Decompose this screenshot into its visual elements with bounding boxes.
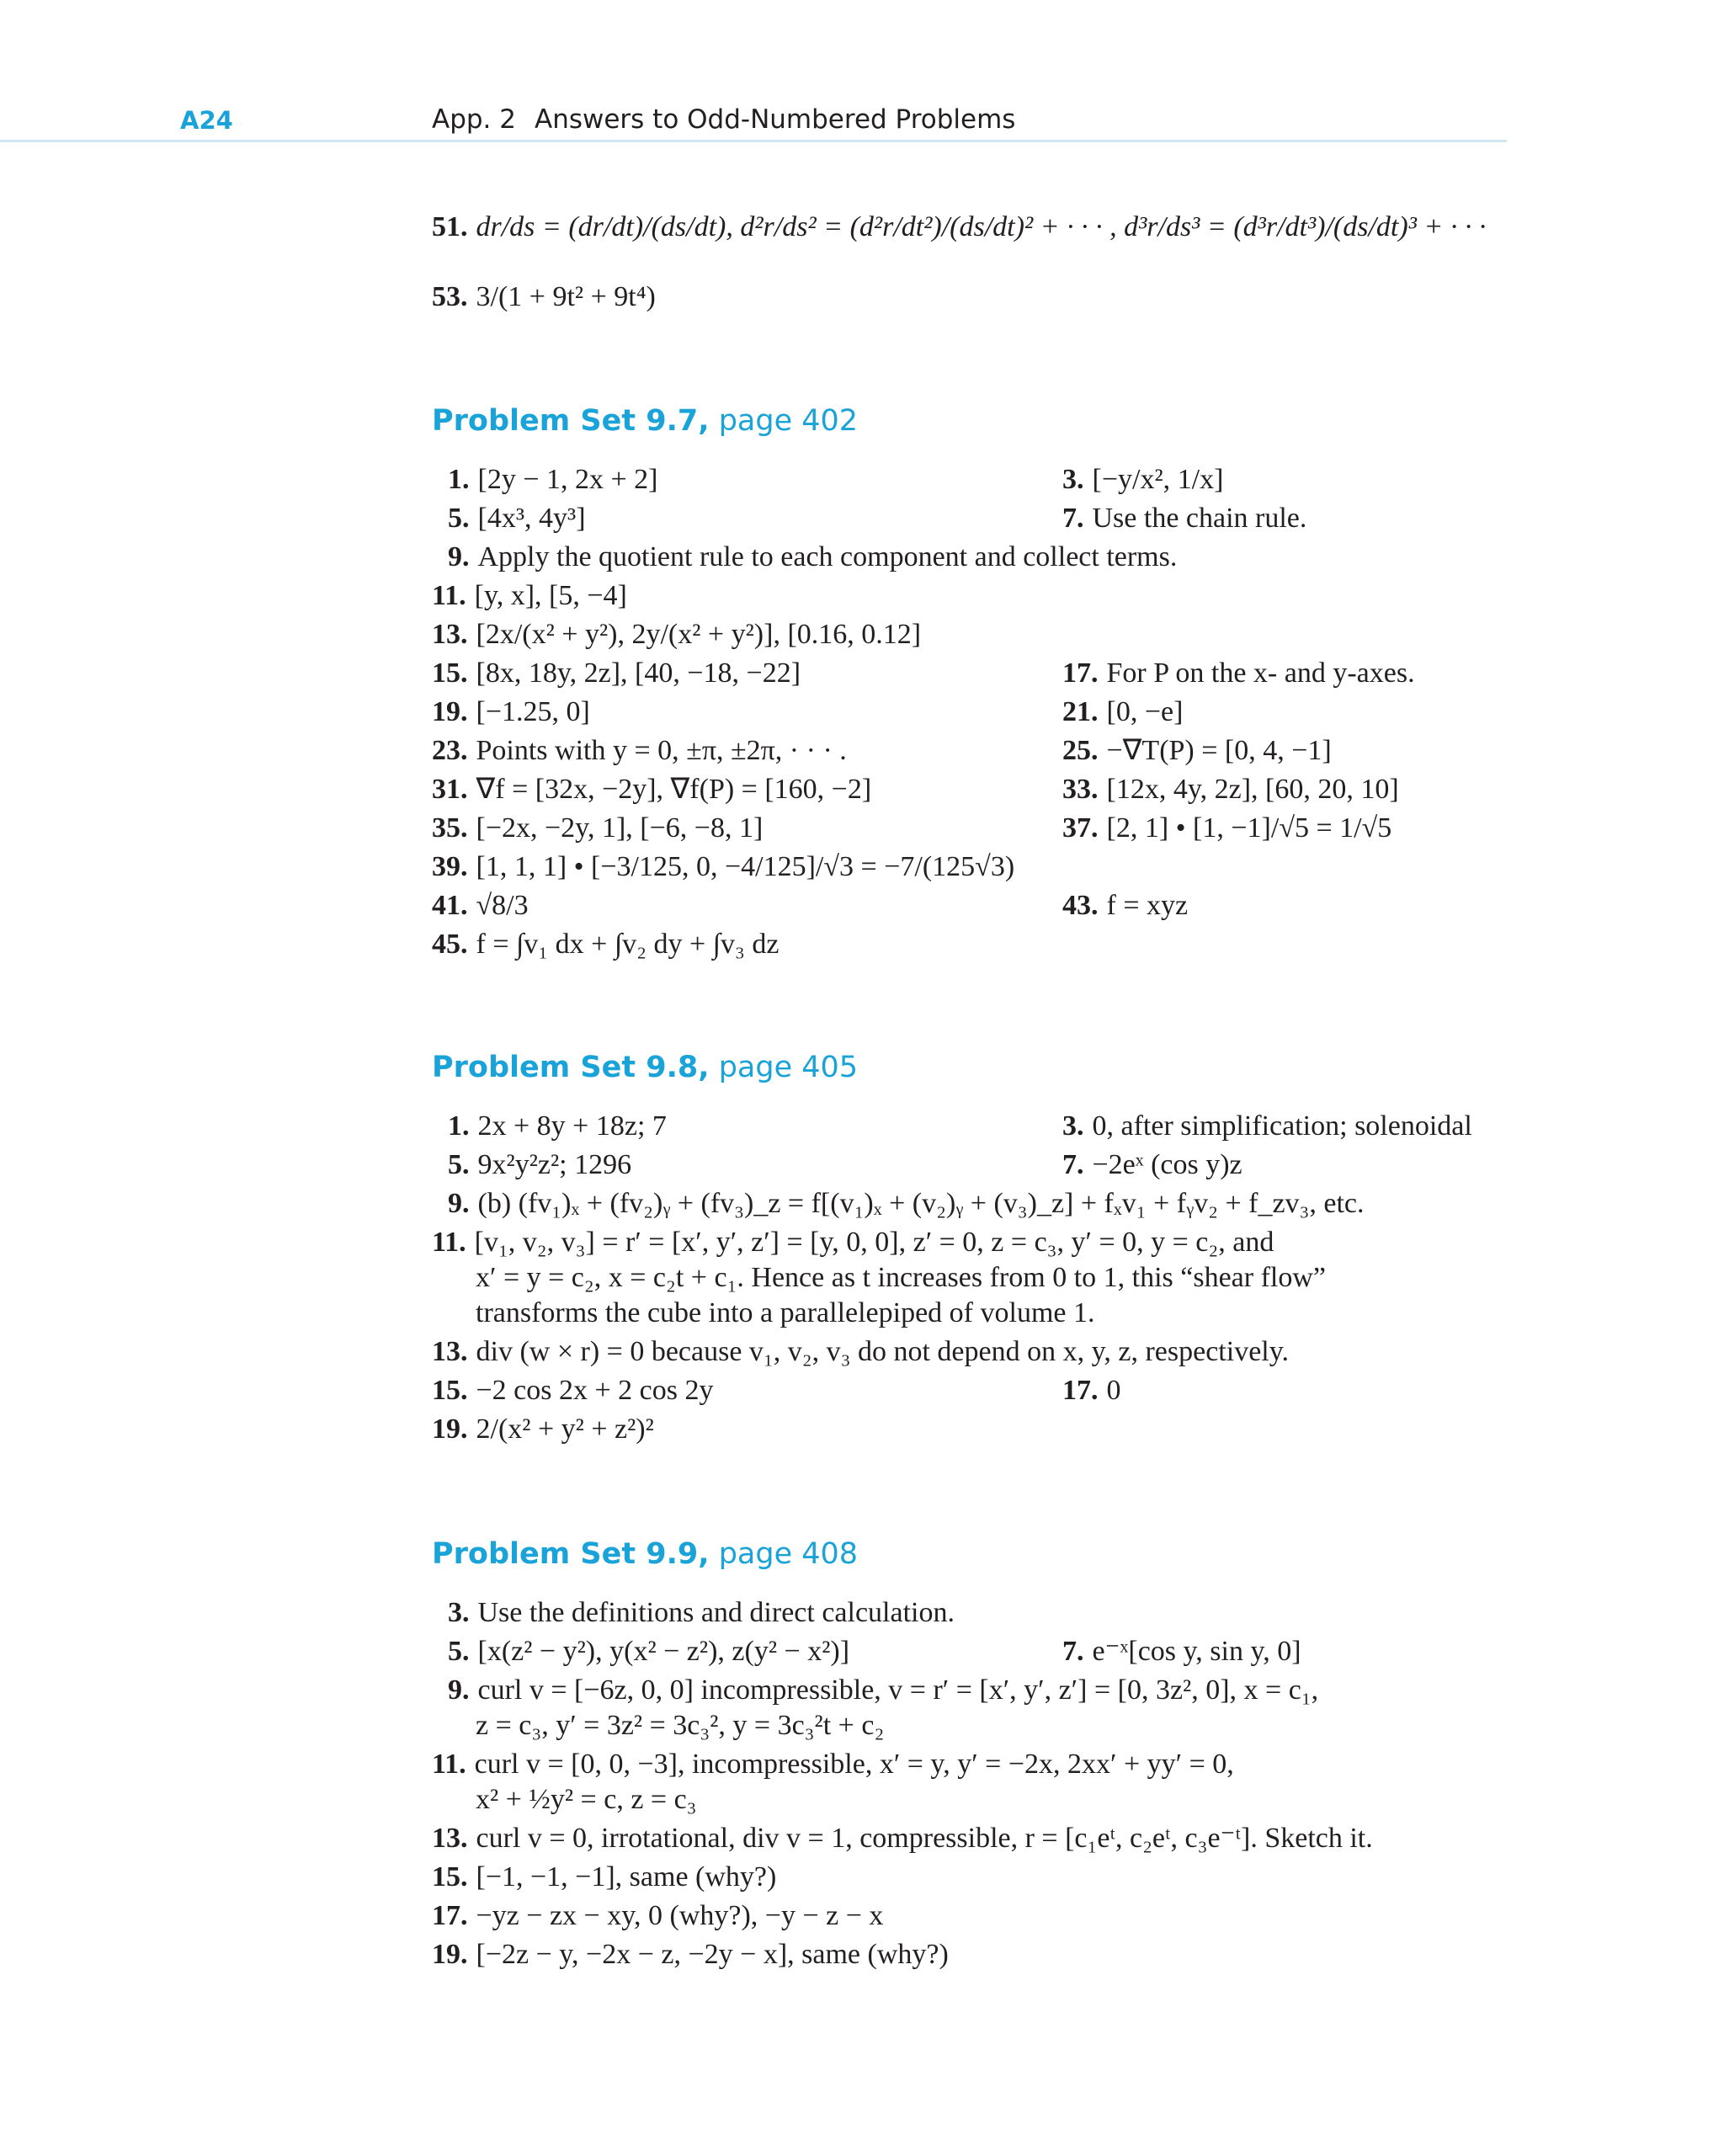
answer-9-7-7: 7. Use the chain rule. (1062, 503, 1307, 534)
answer-9-9-3: 3. Use the definitions and direct calculation. (448, 1597, 955, 1628)
section-title-9-9: Problem Set 9.9, page 408 (432, 1537, 859, 1571)
answer-9-8-1: 1. 2x + 8y + 18z; 7 (448, 1110, 667, 1142)
appendix-label: App. 2 (432, 104, 516, 135)
answer-9-7-43: 43. f = xyz (1062, 890, 1189, 921)
answer-9-9-11-cont: x² + ½y² = c, z = c₃ (476, 1784, 697, 1815)
answer-9-8-11: 11. [v₁, v₂, v₃] = r′ = [x′, y′, z′] = [y, 0, 0], z′ = 0, z = c₃, y′ = 0, y = c₂, and (432, 1227, 1274, 1258)
answer-9-7-23: 23. Points with y = 0, ±π, ±2π, · · · . (432, 735, 847, 766)
running-title (432, 104, 1015, 135)
answer-9-7-9: 9. Apply the quotient rule to each component and collect terms. (448, 541, 1178, 572)
answer-9-7-11: 11. [y, x], [5, −4] (432, 580, 627, 611)
answer-9-7-1: 1. [2y − 1, 2x + 2] (448, 464, 658, 495)
answer-9-7-5: 5. [4x³, 4y³] (448, 503, 586, 534)
answer-9-8-11-cont-1: x′ = y = c₂, x = c₂t + c₁. Hence as t increases from 0 to 1, this “shear flow” (476, 1262, 1327, 1293)
header-title: Answers to Odd-Numbered Problems (535, 104, 1016, 135)
answer-9-9-5: 5. [x(z² − y²), y(x² − z²), z(y² − x²)] (448, 1636, 850, 1667)
answer-9-7-13: 13. [2x/(x² + y²), 2y/(x² + y²)], [0.16, 0.12] (432, 619, 922, 650)
answer-9-7-19: 19. [−1.25, 0] (432, 696, 590, 727)
answer-9-9-9-cont: z = c₃, y′ = 3z² = 3c₃², y = 3c₃²t + c₂ (476, 1710, 885, 1741)
answer-9-9-15: 15. [−1, −1, −1], same (why?) (432, 1861, 777, 1892)
page-header (0, 0, 1724, 147)
section-title-9-8: Problem Set 9.8, page 405 (432, 1051, 859, 1084)
answer-9-8-17: 17. 0 (1062, 1375, 1121, 1406)
answer-53: 53. 3/(1 + 9t² + 9t⁴) (432, 281, 656, 312)
answer-9-7-31: 31. ∇f = [32x, −2y], ∇f(P) = [160, −2] (432, 774, 872, 805)
answer-9-7-15: 15. [8x, 18y, 2z], [40, −18, −22] (432, 657, 801, 689)
answer-9-8-13: 13. div (w × r) = 0 because v₁, v₂, v₃ do not depend on x, y, z, respectively. (432, 1336, 1290, 1367)
section-title-9-7: Problem Set 9.7, page 402 (432, 404, 859, 438)
answer-9-7-45: 45. f = ∫v₁ dx + ∫v₂ dy + ∫v₃ dz (432, 929, 780, 960)
answer-9-7-33: 33. [12x, 4y, 2z], [60, 20, 10] (1062, 774, 1399, 805)
answer-9-9-11: 11. curl v = [0, 0, −3], incompressible, x′ = y, y′ = −2x, 2xx′ + yy′ = 0, (432, 1749, 1234, 1780)
answer-9-7-25: 25. −∇T(P) = [0, 4, −1] (1062, 735, 1332, 766)
answer-9-7-21: 21. [0, −e] (1062, 696, 1184, 727)
answer-9-8-5: 5. 9x²y²z²; 1296 (448, 1149, 632, 1180)
answer-51: 51. dr/ds = (dr/dt)/(ds/dt), d²r/ds² = (d²r/dt²)/(ds/dt)² + · · · , d³r/ds³ = (d³r/dt³)/(ds/dt)³ + · · · (432, 211, 1487, 242)
answer-9-8-19: 19. 2/(x² + y² + z²)² (432, 1413, 654, 1445)
answer-9-9-7: 7. e⁻ˣ[cos y, sin y, 0] (1062, 1636, 1301, 1667)
answer-9-8-9: 9. (b) (fv₁)ₓ + (fv₂)ᵧ + (fv₃)_z = f[(v₁)ₓ + (v₂)ᵧ + (v₃)_z] + fₓv₁ + fᵧv₂ + f_zv₃, etc. (448, 1188, 1365, 1219)
answer-9-8-7: 7. −2eˣ (cos y)z (1062, 1149, 1242, 1180)
header-rule (0, 140, 1507, 142)
answer-9-8-11-cont-2: transforms the cube into a parallelepiped of volume 1. (476, 1297, 1095, 1328)
page-number: A24 (180, 106, 233, 135)
answer-9-9-19: 19. [−2z − y, −2x − z, −2y − x], same (why?) (432, 1939, 949, 1970)
answer-9-9-9: 9. curl v = [−6z, 0, 0] incompressible, v = r′ = [x′, y′, z′] = [0, 3z², 0], x = c₁, (448, 1674, 1319, 1706)
answer-9-7-17: 17. For P on the x- and y-axes. (1062, 657, 1415, 689)
answer-9-7-39: 39. [1, 1, 1] • [−3/125, 0, −4/125]/√3 = −7/(125√3) (432, 851, 1015, 882)
answer-9-7-41: 41. √8/3 (432, 890, 529, 921)
answer-9-7-3: 3. [−y/x², 1/x] (1062, 464, 1224, 495)
answer-9-8-3: 3. 0, after simplification; solenoidal (1062, 1110, 1472, 1142)
answer-9-8-15: 15. −2 cos 2x + 2 cos 2y (432, 1375, 714, 1406)
answer-9-7-35: 35. [−2x, −2y, 1], [−6, −8, 1] (432, 812, 764, 844)
answer-9-9-13: 13. curl v = 0, irrotational, div v = 1, compressible, r = [c₁eᵗ, c₂eᵗ, c₃e⁻ᵗ]. Sketch it. (432, 1823, 1373, 1854)
answer-9-9-17: 17. −yz − zx − xy, 0 (why?), −y − z − x (432, 1900, 884, 1931)
answer-9-7-37: 37. [2, 1] • [1, −1]/√5 = 1/√5 (1062, 812, 1392, 844)
